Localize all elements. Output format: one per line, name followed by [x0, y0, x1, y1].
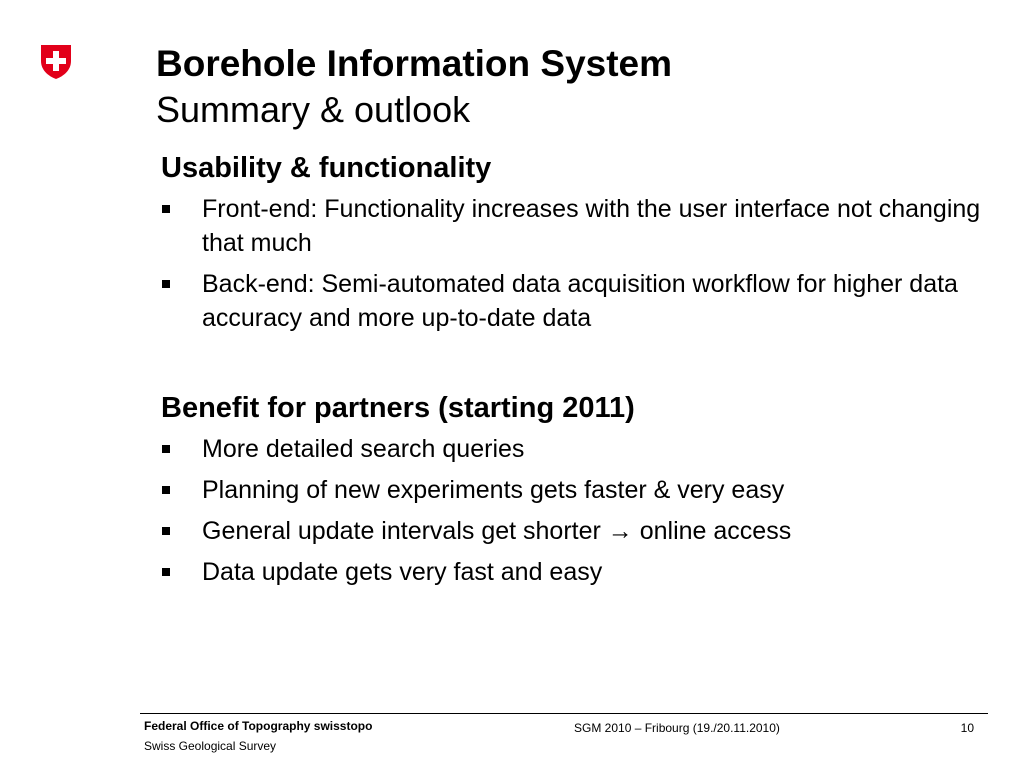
- bullet-item: [161, 192, 991, 260]
- section-usability: [161, 150, 991, 342]
- square-bullet-icon: [162, 205, 170, 213]
- bullet-item: [161, 555, 991, 589]
- square-bullet-icon: [162, 527, 170, 535]
- bullet-item: [161, 267, 991, 335]
- bullet-text: Back-end: Semi-automated data acquisition workflow for higher data accuracy and more up-to-date data: [202, 270, 958, 332]
- section-benefits: [161, 390, 991, 596]
- slide-subtitle: Summary & outlook: [156, 89, 471, 130]
- bullet-text: More detailed search queries: [202, 435, 525, 463]
- footer-event: SGM 2010 – Fribourg (19./20.11.2010): [574, 721, 780, 735]
- square-bullet-icon: [162, 280, 170, 288]
- footer-department: Swiss Geological Survey: [144, 739, 277, 753]
- swiss-cross-shield-graphic: [40, 44, 72, 80]
- bullet-text: Planning of new experiments gets faster & very easy: [202, 476, 785, 504]
- square-bullet-icon: [162, 568, 170, 576]
- bullet-item: [161, 473, 991, 507]
- bullet-item: [161, 432, 991, 466]
- swiss-cross-shield-icon: [40, 44, 72, 80]
- bullet-text: General update intervals get shorter → online access: [202, 517, 792, 545]
- section-heading: Usability & functionality: [161, 152, 492, 184]
- footer-organization: Federal Office of Topography swisstopo: [144, 719, 373, 733]
- cross-horizontal: [46, 58, 66, 64]
- footer-divider: [140, 713, 988, 714]
- section-heading: Benefit for partners (starting 2011): [161, 392, 635, 424]
- bullet-text: Front-end: Functionality increases with the user interface not changing that much: [202, 195, 981, 257]
- square-bullet-icon: [162, 445, 170, 453]
- square-bullet-icon: [162, 486, 170, 494]
- bullet-list: [161, 192, 991, 335]
- bullet-list: [161, 432, 991, 589]
- bullet-text: Data update gets very fast and easy: [202, 558, 603, 586]
- page-number: 10: [960, 721, 974, 735]
- bullet-item: [161, 514, 991, 548]
- slide-title: Borehole Information System: [156, 43, 673, 84]
